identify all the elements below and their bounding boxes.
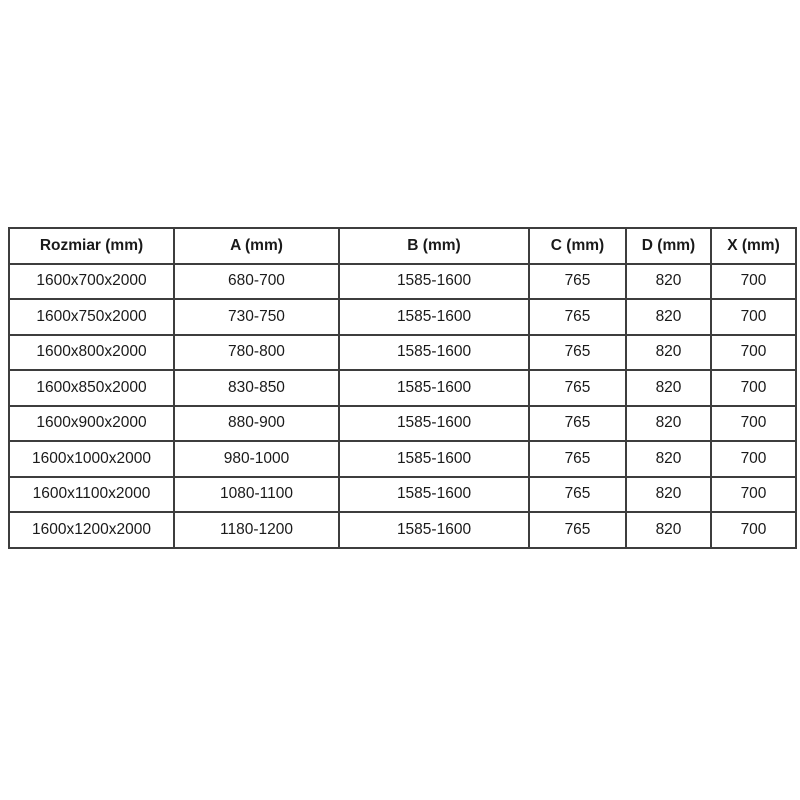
cell-a: 730-750 xyxy=(174,299,339,335)
cell-d: 820 xyxy=(626,512,711,548)
cell-rozmiar: 1600x1200x2000 xyxy=(9,512,174,548)
cell-a: 880-900 xyxy=(174,406,339,442)
cell-x: 700 xyxy=(711,370,796,406)
cell-c: 765 xyxy=(529,335,626,371)
cell-rozmiar: 1600x700x2000 xyxy=(9,264,174,300)
cell-x: 700 xyxy=(711,441,796,477)
cell-b: 1585-1600 xyxy=(339,335,529,371)
cell-x: 700 xyxy=(711,299,796,335)
cell-b: 1585-1600 xyxy=(339,441,529,477)
table-header-row xyxy=(9,228,796,264)
cell-b: 1585-1600 xyxy=(339,299,529,335)
cell-c: 765 xyxy=(529,299,626,335)
table-row xyxy=(9,477,796,513)
cell-c: 765 xyxy=(529,370,626,406)
cell-b: 1585-1600 xyxy=(339,264,529,300)
cell-d: 820 xyxy=(626,299,711,335)
table-row xyxy=(9,299,796,335)
column-header-a: A (mm) xyxy=(174,228,339,264)
cell-a: 780-800 xyxy=(174,335,339,371)
cell-rozmiar: 1600x750x2000 xyxy=(9,299,174,335)
cell-rozmiar: 1600x1100x2000 xyxy=(9,477,174,513)
column-header-c: C (mm) xyxy=(529,228,626,264)
cell-rozmiar: 1600x850x2000 xyxy=(9,370,174,406)
table-row xyxy=(9,370,796,406)
cell-rozmiar: 1600x1000x2000 xyxy=(9,441,174,477)
cell-x: 700 xyxy=(711,512,796,548)
cell-a: 980-1000 xyxy=(174,441,339,477)
cell-rozmiar: 1600x900x2000 xyxy=(9,406,174,442)
column-header-x: X (mm) xyxy=(711,228,796,264)
cell-c: 765 xyxy=(529,406,626,442)
cell-a: 1180-1200 xyxy=(174,512,339,548)
cell-a: 830-850 xyxy=(174,370,339,406)
cell-d: 820 xyxy=(626,477,711,513)
cell-x: 700 xyxy=(711,264,796,300)
cell-b: 1585-1600 xyxy=(339,512,529,548)
cell-rozmiar: 1600x800x2000 xyxy=(9,335,174,371)
table-row xyxy=(9,406,796,442)
cell-x: 700 xyxy=(711,406,796,442)
cell-b: 1585-1600 xyxy=(339,370,529,406)
cell-d: 820 xyxy=(626,441,711,477)
cell-b: 1585-1600 xyxy=(339,477,529,513)
cell-c: 765 xyxy=(529,441,626,477)
cell-b: 1585-1600 xyxy=(339,406,529,442)
cell-c: 765 xyxy=(529,477,626,513)
dimensions-table xyxy=(8,227,797,549)
table-row xyxy=(9,264,796,300)
table-row xyxy=(9,512,796,548)
cell-d: 820 xyxy=(626,406,711,442)
column-header-b: B (mm) xyxy=(339,228,529,264)
cell-a: 680-700 xyxy=(174,264,339,300)
table-row xyxy=(9,335,796,371)
cell-x: 700 xyxy=(711,335,796,371)
column-header-d: D (mm) xyxy=(626,228,711,264)
cell-d: 820 xyxy=(626,370,711,406)
table-body xyxy=(9,264,796,548)
cell-a: 1080-1100 xyxy=(174,477,339,513)
cell-c: 765 xyxy=(529,512,626,548)
cell-d: 820 xyxy=(626,335,711,371)
column-header-rozmiar: Rozmiar (mm) xyxy=(9,228,174,264)
cell-d: 820 xyxy=(626,264,711,300)
cell-x: 700 xyxy=(711,477,796,513)
table-row xyxy=(9,441,796,477)
cell-c: 765 xyxy=(529,264,626,300)
